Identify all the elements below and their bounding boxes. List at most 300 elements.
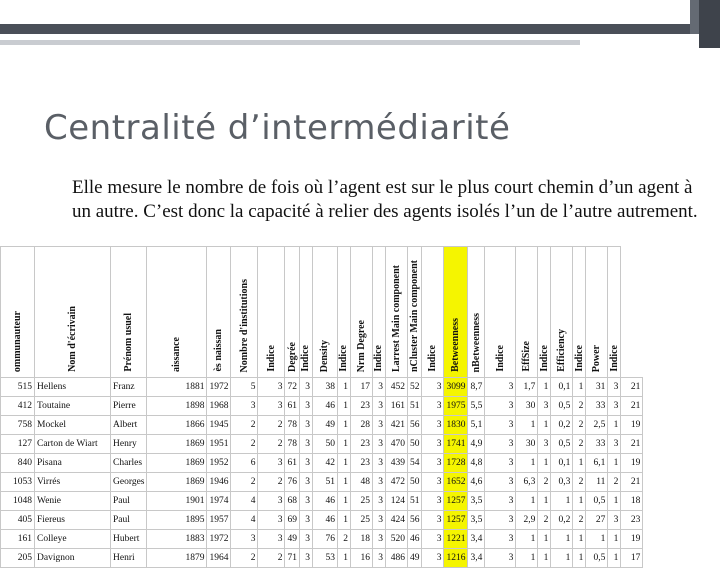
table-cell: 1 xyxy=(573,549,586,568)
table-cell: 520 xyxy=(385,530,407,549)
table-cell: 2 xyxy=(538,511,551,530)
table-header-label: Indice xyxy=(608,345,620,372)
table-cell: 1 xyxy=(538,530,551,549)
table-cell: 3 xyxy=(422,435,444,454)
table-cell: 3,4 xyxy=(468,530,485,549)
table-cell: 19 xyxy=(621,530,643,549)
table-cell: 3 xyxy=(485,530,516,549)
table-cell: 1 xyxy=(337,454,350,473)
table-cell: 2 xyxy=(231,416,258,435)
table-cell: 1257 xyxy=(444,511,468,530)
table-cell: 0,1 xyxy=(551,378,573,397)
table-cell: 3 xyxy=(485,416,516,435)
table-cell: 1 xyxy=(337,397,350,416)
table-cell: 1 xyxy=(337,549,350,568)
header-stripe-light xyxy=(0,40,580,45)
table-cell: 11 xyxy=(586,473,608,492)
table-cell: 1 xyxy=(551,549,573,568)
table-cell: 3 xyxy=(372,492,385,511)
table-cell: 1 xyxy=(538,492,551,511)
table-cell: 3 xyxy=(485,397,516,416)
table-cell: 23 xyxy=(350,454,372,473)
table-cell: Hellens xyxy=(35,378,111,397)
table-cell: 30 xyxy=(516,397,538,416)
table-cell: 1 xyxy=(586,530,608,549)
table-header-label: Indice xyxy=(427,345,439,372)
table-cell: 3 xyxy=(299,492,312,511)
table-cell: Hubert xyxy=(111,530,147,549)
table-cell: 3 xyxy=(299,454,312,473)
table-cell: 1 xyxy=(516,454,538,473)
table-row xyxy=(1,549,656,568)
table-cell: 21 xyxy=(621,473,643,492)
table-cell: 3 xyxy=(422,511,444,530)
table-header-cell xyxy=(1,247,35,378)
table-header-label: Prénom usuel xyxy=(123,313,135,372)
table-cell: 1946 xyxy=(207,473,231,492)
table-cell: 49 xyxy=(312,416,337,435)
table-header-label: Indice xyxy=(338,345,350,372)
table-row xyxy=(1,511,656,530)
table-cell: 3,5 xyxy=(468,492,485,511)
table-header-cell xyxy=(299,247,312,378)
table-cell: 50 xyxy=(407,435,422,454)
header-corner-block xyxy=(699,0,720,48)
table-cell: 1741 xyxy=(444,435,468,454)
table-cell: 3 xyxy=(485,473,516,492)
table-cell: 3 xyxy=(422,416,444,435)
table-header-cell xyxy=(111,247,147,378)
table-cell: 49 xyxy=(407,549,422,568)
table-header-cell xyxy=(573,247,586,378)
table-cell: 33 xyxy=(586,397,608,416)
table-cell: 76 xyxy=(285,473,300,492)
table-cell: 42 xyxy=(312,454,337,473)
table-cell: 3 xyxy=(485,492,516,511)
table-cell: 51 xyxy=(407,397,422,416)
table-cell: 3 xyxy=(372,511,385,530)
table-header-cell xyxy=(407,247,422,378)
table-cell: 78 xyxy=(285,435,300,454)
table-header-label: aissance xyxy=(171,337,183,372)
table-cell: 61 xyxy=(285,454,300,473)
table-cell: 2 xyxy=(258,416,285,435)
table-header-cell xyxy=(147,247,207,378)
table-cell: 76 xyxy=(312,530,337,549)
table-cell: 71 xyxy=(285,549,300,568)
table-cell: 1879 xyxy=(147,549,207,568)
table-cell: Davignon xyxy=(35,549,111,568)
centrality-table xyxy=(0,246,656,568)
table-cell: 3 xyxy=(608,511,621,530)
table-cell: 3 xyxy=(258,511,285,530)
table-cell: 68 xyxy=(285,492,300,511)
table-cell: 3099 xyxy=(444,378,468,397)
table-header-cell xyxy=(485,247,516,378)
table-cell: 21 xyxy=(621,378,643,397)
table-header-cell xyxy=(258,247,285,378)
table-cell: 1 xyxy=(608,454,621,473)
table-row xyxy=(1,473,656,492)
table-cell: 3 xyxy=(485,511,516,530)
table-cell: Toutaine xyxy=(35,397,111,416)
table-header-label: nBetweenness xyxy=(470,312,482,372)
table-cell: 3 xyxy=(299,530,312,549)
table-cell: 46 xyxy=(312,397,337,416)
table-cell: 0,5 xyxy=(551,397,573,416)
table-cell: 54 xyxy=(407,454,422,473)
table-cell: 2 xyxy=(573,397,586,416)
table-cell: 4,9 xyxy=(468,435,485,454)
table-cell: 2 xyxy=(231,549,258,568)
table-cell: 8,7 xyxy=(468,378,485,397)
table-cell: 50 xyxy=(407,473,422,492)
table-cell: 3 xyxy=(608,378,621,397)
table-cell: 27 xyxy=(586,511,608,530)
table-header-cell xyxy=(35,247,111,378)
table-cell: 3 xyxy=(485,549,516,568)
table-header-label: Larrest Main component xyxy=(390,264,402,372)
table-cell: 1964 xyxy=(207,549,231,568)
table-cell: 1881 xyxy=(147,378,207,397)
table-cell: 1 xyxy=(608,530,621,549)
table-cell: 1053 xyxy=(1,473,35,492)
table-cell: 470 xyxy=(385,435,407,454)
table-cell: 21 xyxy=(621,397,643,416)
table-cell: 2 xyxy=(573,435,586,454)
table-cell: 0,5 xyxy=(586,549,608,568)
table-cell: 4 xyxy=(231,511,258,530)
table-cell: 1 xyxy=(551,530,573,549)
table-cell: 2 xyxy=(573,473,586,492)
table-cell: 2 xyxy=(573,416,586,435)
table-cell: 412 xyxy=(1,397,35,416)
table-header-cell xyxy=(231,247,258,378)
table-cell: Fiereus xyxy=(35,511,111,530)
table-cell: 3 xyxy=(372,416,385,435)
table-cell: 2 xyxy=(258,549,285,568)
table-header-cell xyxy=(422,247,444,378)
table-cell: 16 xyxy=(350,549,372,568)
table-cell: 23 xyxy=(350,397,372,416)
table-cell: 0,5 xyxy=(586,492,608,511)
table-cell: 2,5 xyxy=(586,416,608,435)
table-header-label: Indice xyxy=(300,345,312,372)
table-cell: 1216 xyxy=(444,549,468,568)
header-corner-block-light xyxy=(690,0,699,34)
table-cell: 1 xyxy=(516,549,538,568)
table-cell: 840 xyxy=(1,454,35,473)
table-cell: 5,1 xyxy=(468,416,485,435)
slide-header-bar xyxy=(0,0,720,24)
table-cell: Paul xyxy=(111,511,147,530)
table-cell: 61 xyxy=(285,397,300,416)
table-cell: 1951 xyxy=(207,435,231,454)
table-cell: 72 xyxy=(285,378,300,397)
table-cell: 2 xyxy=(231,473,258,492)
table-cell: 1869 xyxy=(147,473,207,492)
table-cell: 3 xyxy=(258,454,285,473)
table-cell: 3 xyxy=(485,378,516,397)
table-header-cell xyxy=(468,247,485,378)
table-cell: 1952 xyxy=(207,454,231,473)
table-cell: 78 xyxy=(285,416,300,435)
table-cell: 1 xyxy=(337,416,350,435)
table-header-label: nCluster Main component xyxy=(409,259,421,372)
table-cell: 33 xyxy=(586,435,608,454)
table-cell: 3 xyxy=(422,530,444,549)
table-cell: 3 xyxy=(538,435,551,454)
header-stripe-dark xyxy=(0,24,699,34)
table-cell: 1 xyxy=(608,549,621,568)
table-cell: 3 xyxy=(258,378,285,397)
table-cell: 4,6 xyxy=(468,473,485,492)
table-cell: 1 xyxy=(516,530,538,549)
table-cell: 0,3 xyxy=(551,473,573,492)
table-cell: 19 xyxy=(621,454,643,473)
table-cell: Paul xyxy=(111,492,147,511)
table-cell: 4 xyxy=(231,492,258,511)
table-cell: 452 xyxy=(385,378,407,397)
table-cell: 19 xyxy=(621,416,643,435)
table-cell: 6,1 xyxy=(586,454,608,473)
table-cell: 439 xyxy=(385,454,407,473)
table-cell: 3 xyxy=(231,397,258,416)
table-cell: Carton de Wiart xyxy=(35,435,111,454)
table-cell: 2 xyxy=(608,473,621,492)
table-cell: 3 xyxy=(608,435,621,454)
table-cell: 3,5 xyxy=(468,511,485,530)
table-cell: 1895 xyxy=(147,511,207,530)
table-cell: Pierre xyxy=(111,397,147,416)
table-cell: 3 xyxy=(372,454,385,473)
table-cell: 28 xyxy=(350,416,372,435)
table-cell: 1830 xyxy=(444,416,468,435)
table-row xyxy=(1,435,656,454)
table-cell: 46 xyxy=(312,511,337,530)
centrality-table-image xyxy=(0,246,720,563)
table-cell: 1 xyxy=(573,454,586,473)
table-header-row xyxy=(1,247,656,378)
table-row xyxy=(1,492,656,511)
table-header-label: Efficiency xyxy=(556,329,568,372)
table-cell: 6,3 xyxy=(516,473,538,492)
table-header-label: Indice xyxy=(494,345,506,372)
table-cell: 3 xyxy=(258,530,285,549)
table-cell: 56 xyxy=(407,416,422,435)
table-cell: 21 xyxy=(621,435,643,454)
table-cell: 1652 xyxy=(444,473,468,492)
table-header-cell xyxy=(586,247,608,378)
table-cell: 5 xyxy=(231,378,258,397)
table-cell: 3 xyxy=(299,473,312,492)
table-cell: 3 xyxy=(538,397,551,416)
table-cell: 1 xyxy=(516,416,538,435)
table-cell: 3 xyxy=(372,530,385,549)
table-header-label: Indice xyxy=(373,345,385,372)
table-cell: 17 xyxy=(350,378,372,397)
table-cell: 3 xyxy=(299,416,312,435)
table-cell: 52 xyxy=(407,378,422,397)
table-cell: 161 xyxy=(1,530,35,549)
table-cell: 1 xyxy=(538,416,551,435)
table-cell: 421 xyxy=(385,416,407,435)
table-cell: 1257 xyxy=(444,492,468,511)
table-cell: 53 xyxy=(312,549,337,568)
table-cell: 17 xyxy=(621,549,643,568)
table-cell: 3 xyxy=(372,378,385,397)
table-body xyxy=(1,378,656,568)
table-cell: 1 xyxy=(538,378,551,397)
table-cell: 56 xyxy=(407,511,422,530)
table-header-label: Nombre d'institutions xyxy=(238,278,250,372)
table-cell: Pisana xyxy=(35,454,111,473)
table-header-cell xyxy=(337,247,350,378)
table-cell: 1866 xyxy=(147,416,207,435)
table-cell: Georges xyxy=(111,473,147,492)
table-header-cell xyxy=(444,247,468,378)
table-cell: 51 xyxy=(407,492,422,511)
table-header-cell xyxy=(207,247,231,378)
table-header-label: Nom d'écrivain xyxy=(67,306,78,372)
table-header-cell xyxy=(608,247,621,378)
table-cell: Virrés xyxy=(35,473,111,492)
table-cell: 3 xyxy=(299,549,312,568)
table-cell: 2 xyxy=(573,511,586,530)
table-cell: 3 xyxy=(422,454,444,473)
table-cell: 2 xyxy=(258,435,285,454)
table-cell: 2,9 xyxy=(516,511,538,530)
table-cell: Albert xyxy=(111,416,147,435)
table-cell: 3 xyxy=(608,397,621,416)
table-header-cell xyxy=(385,247,407,378)
table-header-label: Betweenness xyxy=(450,318,462,372)
table-cell: 1869 xyxy=(147,435,207,454)
table-cell: 2 xyxy=(337,530,350,549)
table-cell: 124 xyxy=(385,492,407,511)
table-header-label: Power xyxy=(591,344,603,372)
table-cell: 30 xyxy=(516,435,538,454)
table-cell: 1 xyxy=(516,492,538,511)
table-cell: 3 xyxy=(299,378,312,397)
table-header-cell xyxy=(285,247,300,378)
table-cell: 4,8 xyxy=(468,454,485,473)
table-row xyxy=(1,416,656,435)
table-cell: 25 xyxy=(350,511,372,530)
slide-body-text: Elle mesure le nombre de fois où l’agent est sur le plus court chemin d’un agent à un autre. C’est donc la capacité à relier des agents isolés l’un de l’autre autrement. xyxy=(72,177,698,222)
table-header-cell xyxy=(312,247,337,378)
table-header-cell xyxy=(516,247,538,378)
table-cell: 3 xyxy=(422,473,444,492)
table-cell: 18 xyxy=(350,530,372,549)
table-cell: 3 xyxy=(372,549,385,568)
table-cell: 0,1 xyxy=(551,454,573,473)
table-cell: 1883 xyxy=(147,530,207,549)
table-cell: Henri xyxy=(111,549,147,568)
table-row xyxy=(1,454,656,473)
table-cell: 1 xyxy=(573,378,586,397)
table-cell: 1 xyxy=(551,492,573,511)
table-cell: 51 xyxy=(312,473,337,492)
table-cell: 48 xyxy=(350,473,372,492)
table-cell: 6 xyxy=(231,454,258,473)
table-cell: 3,4 xyxy=(468,549,485,568)
table-cell: 2 xyxy=(231,435,258,454)
table-cell: 515 xyxy=(1,378,35,397)
table-header-label: Density xyxy=(319,339,331,372)
table-cell: Charles xyxy=(111,454,147,473)
table-cell: 5,5 xyxy=(468,397,485,416)
table-cell: Henry xyxy=(111,435,147,454)
table-cell: 127 xyxy=(1,435,35,454)
table-header-label: ommunauteur xyxy=(12,310,23,372)
table-cell: Colleye xyxy=(35,530,111,549)
table-row xyxy=(1,378,656,397)
table-cell: 0,2 xyxy=(551,511,573,530)
table-cell: 486 xyxy=(385,549,407,568)
table-cell: 3 xyxy=(258,397,285,416)
slide-title: Centralité d’intermédiarité xyxy=(44,108,511,148)
table-cell: 1901 xyxy=(147,492,207,511)
table-cell: 1 xyxy=(337,378,350,397)
table-cell: 3 xyxy=(231,530,258,549)
table-cell: 25 xyxy=(350,492,372,511)
table-cell: 3 xyxy=(485,435,516,454)
table-cell: 3 xyxy=(422,492,444,511)
table-cell: 50 xyxy=(312,435,337,454)
table-cell: 2 xyxy=(538,473,551,492)
table-cell: 161 xyxy=(385,397,407,416)
table-cell: 3 xyxy=(299,435,312,454)
table-cell: 1957 xyxy=(207,511,231,530)
table-cell: 0,5 xyxy=(551,435,573,454)
table-cell: 1,7 xyxy=(516,378,538,397)
table-cell: 69 xyxy=(285,511,300,530)
table-header-label: Nrm Degree xyxy=(355,319,367,372)
table-cell: 3 xyxy=(299,511,312,530)
table-cell: 38 xyxy=(312,378,337,397)
table-header-label: ès naissan xyxy=(213,329,225,372)
table-row xyxy=(1,530,656,549)
table-cell: 1 xyxy=(337,435,350,454)
table-cell: 1972 xyxy=(207,378,231,397)
table-cell: 1221 xyxy=(444,530,468,549)
table-cell: 3 xyxy=(422,397,444,416)
table-cell: 46 xyxy=(407,530,422,549)
table-header-cell xyxy=(350,247,372,378)
table-cell: 3 xyxy=(372,473,385,492)
table-cell: 1 xyxy=(538,549,551,568)
table-cell: Franz xyxy=(111,378,147,397)
table-header-label: Indice xyxy=(265,345,277,372)
table-cell: Wenie xyxy=(35,492,111,511)
table-cell: 1 xyxy=(337,492,350,511)
table-cell: 1728 xyxy=(444,454,468,473)
table-header-label: EffSize xyxy=(521,341,533,372)
table-header-label: Indice xyxy=(538,345,550,372)
table-cell: 1 xyxy=(573,530,586,549)
table-cell: 205 xyxy=(1,549,35,568)
table-row xyxy=(1,397,656,416)
table-cell: 31 xyxy=(586,378,608,397)
table-cell: 3 xyxy=(485,454,516,473)
table-cell: 46 xyxy=(312,492,337,511)
table-cell: Mockel xyxy=(35,416,111,435)
table-cell: 1 xyxy=(608,492,621,511)
table-cell: 1974 xyxy=(207,492,231,511)
table-cell: 18 xyxy=(621,492,643,511)
table-header-cell xyxy=(551,247,573,378)
